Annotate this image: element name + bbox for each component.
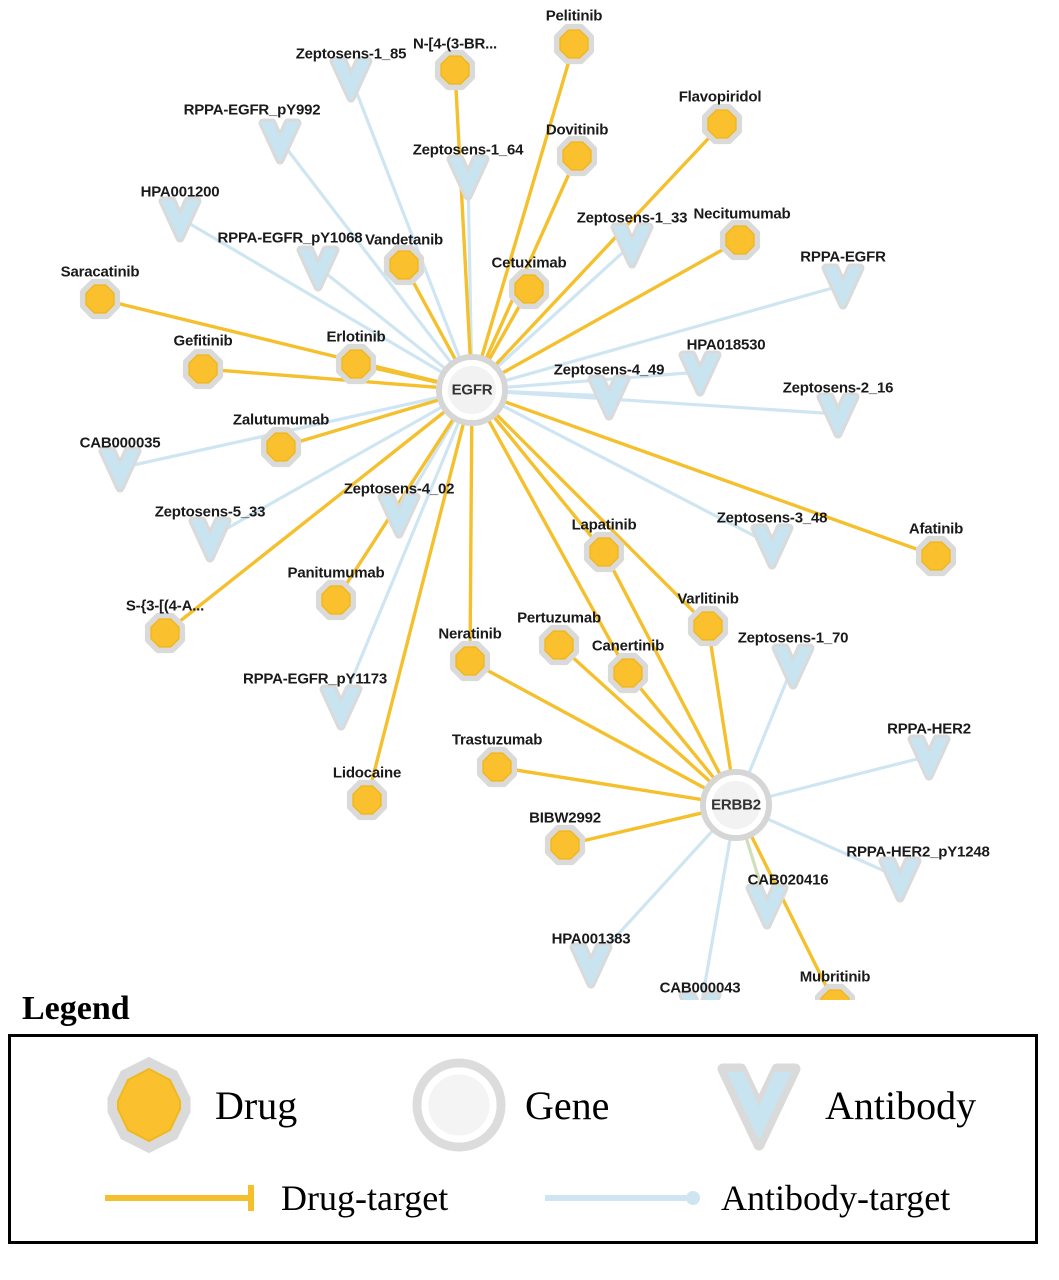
legend-symbols-row	[11, 1051, 1035, 1161]
drug-label: Erlotinib	[326, 328, 386, 346]
drug-label: N-[4-(3-BR...	[412, 35, 498, 53]
drug-node[interactable]	[560, 139, 593, 172]
drug-label: Zalutumumab	[232, 411, 330, 429]
drug-node[interactable]	[264, 430, 297, 463]
drug-label: Flavopiridol	[678, 88, 762, 106]
drug-node[interactable]	[587, 535, 620, 568]
drug-node[interactable]	[480, 750, 513, 783]
drug-node[interactable]	[83, 282, 116, 315]
antibody-node[interactable]	[193, 521, 227, 558]
drug-label: BIBW2992	[529, 809, 601, 827]
antibody-node[interactable]	[574, 947, 608, 984]
antibody-target-edge-icon	[541, 1178, 711, 1218]
legend-box	[8, 1034, 1038, 1244]
drug-label: Saracatinib	[60, 263, 140, 281]
drug-label: Trastuzumab	[451, 731, 543, 749]
legend-label-drug: Drug	[215, 1082, 298, 1128]
drug-node[interactable]	[548, 828, 581, 861]
antibody-node[interactable]	[750, 888, 784, 925]
antibody-label: CAB000043	[659, 979, 741, 997]
legend-item-drug-target	[101, 1177, 448, 1219]
drug-node[interactable]	[611, 656, 644, 689]
legend-item-gene	[411, 1057, 609, 1153]
antibody-node[interactable]	[301, 250, 335, 287]
drug-label: Gefitinib	[173, 332, 233, 350]
antibody-node[interactable]	[821, 397, 855, 434]
antibody-node[interactable]	[883, 861, 917, 898]
drug-node[interactable]	[319, 583, 352, 616]
legend-label-antibody: Antibody	[825, 1082, 977, 1128]
drug-node[interactable]	[557, 27, 590, 60]
drug-target-edge-icon	[101, 1178, 271, 1218]
antibody-label: CAB020416	[747, 871, 829, 889]
drug-node[interactable]	[453, 644, 486, 677]
antibody-label: RPPA-EGFR_pY1173	[242, 670, 388, 688]
gene-label: ERBB2	[711, 796, 761, 814]
legend-label-antibody-target: Antibody-target	[721, 1178, 951, 1218]
drug-label: Lapatinib	[571, 516, 637, 534]
drug-label: Canertinib	[591, 637, 665, 655]
antibody-node[interactable]	[163, 201, 197, 238]
drug-node[interactable]	[512, 272, 545, 305]
antibody-label: HPA018530	[686, 336, 766, 354]
drug-node[interactable]	[186, 352, 219, 385]
antibody-label: RPPA-EGFR_pY1068	[217, 229, 363, 247]
gene-icon	[411, 1057, 507, 1153]
drug-label: Vandetanib	[364, 231, 444, 249]
antibody-label: RPPA-EGFR	[800, 248, 886, 266]
antibody-icon	[711, 1057, 807, 1153]
antibody-node[interactable]	[592, 379, 626, 416]
drug-label: Neratinib	[438, 625, 502, 643]
drug-node[interactable]	[919, 539, 952, 572]
legend-item-antibody-target	[541, 1177, 950, 1219]
drug-node[interactable]	[339, 347, 372, 380]
drug-node[interactable]	[387, 248, 420, 281]
antibody-label: CAB000035	[79, 434, 161, 452]
drug-node[interactable]	[723, 223, 756, 256]
antibody-node[interactable]	[324, 689, 358, 726]
antibody-label: Zeptosens-1_85	[295, 45, 407, 63]
antibody-node[interactable]	[912, 739, 946, 776]
legend-label-drug-target: Drug-target	[281, 1178, 449, 1218]
drug-node[interactable]	[705, 107, 738, 140]
antibody-label: HPA001383	[551, 930, 631, 948]
antibody-node[interactable]	[334, 61, 368, 98]
antibody-label: HPA001200	[140, 183, 220, 201]
antibody-label: Zeptosens-2_16	[782, 379, 894, 397]
drug-label: Mubritinib	[799, 968, 871, 986]
drug-label: Panitumumab	[287, 564, 385, 582]
drug-node[interactable]	[148, 616, 181, 649]
antibody-node[interactable]	[103, 451, 137, 488]
antibody-label: Zeptosens-5_33	[154, 503, 266, 521]
drug-node[interactable]	[350, 783, 383, 816]
drug-label: S-{3-[(4-A...	[125, 597, 205, 615]
antibody-label: Zeptosens-1_70	[737, 629, 849, 647]
antibody-node[interactable]	[615, 227, 649, 264]
antibody-label: RPPA-HER2_pY1248	[846, 843, 990, 861]
antibody-label: Zeptosens-4_02	[343, 480, 455, 498]
drug-label: Lidocaine	[332, 764, 402, 782]
legend-title: Legend	[22, 990, 130, 1027]
drug-label: Pelitinib	[545, 7, 603, 25]
drug-label: Afatinib	[908, 520, 964, 538]
antibody-label: RPPA-HER2	[887, 720, 971, 738]
antibody-label: Zeptosens-3_48	[716, 509, 828, 527]
antibody-node[interactable]	[826, 268, 860, 305]
drug-icon	[101, 1057, 197, 1153]
legend-item-antibody	[711, 1057, 976, 1153]
antibody-label: Zeptosens-1_64	[412, 141, 524, 159]
antibody-node[interactable]	[755, 528, 789, 565]
antibody-node[interactable]	[683, 355, 717, 392]
antibody-node[interactable]	[451, 159, 485, 196]
gene-label: EGFR	[451, 381, 493, 399]
legend-item-drug	[101, 1057, 297, 1153]
antibody-label: RPPA-EGFR_pY992	[183, 101, 321, 119]
drug-node[interactable]	[438, 53, 471, 86]
drug-node[interactable]	[691, 609, 724, 642]
antibody-node[interactable]	[776, 648, 810, 685]
antibody-label: Zeptosens-1_33	[576, 209, 688, 227]
drug-label: Varlitinib	[677, 590, 739, 608]
drug-label: Necitumumab	[693, 205, 791, 223]
drug-label: Dovitinib	[545, 121, 609, 139]
legend	[8, 990, 1048, 1244]
drug-label: Pertuzumab	[517, 609, 601, 627]
legend-edges-row	[11, 1177, 1035, 1237]
antibody-label: Zeptosens-4_49	[553, 361, 665, 379]
legend-label-gene: Gene	[525, 1082, 610, 1128]
drug-label: Cetuximab	[491, 254, 567, 272]
drug-node[interactable]	[542, 628, 575, 661]
